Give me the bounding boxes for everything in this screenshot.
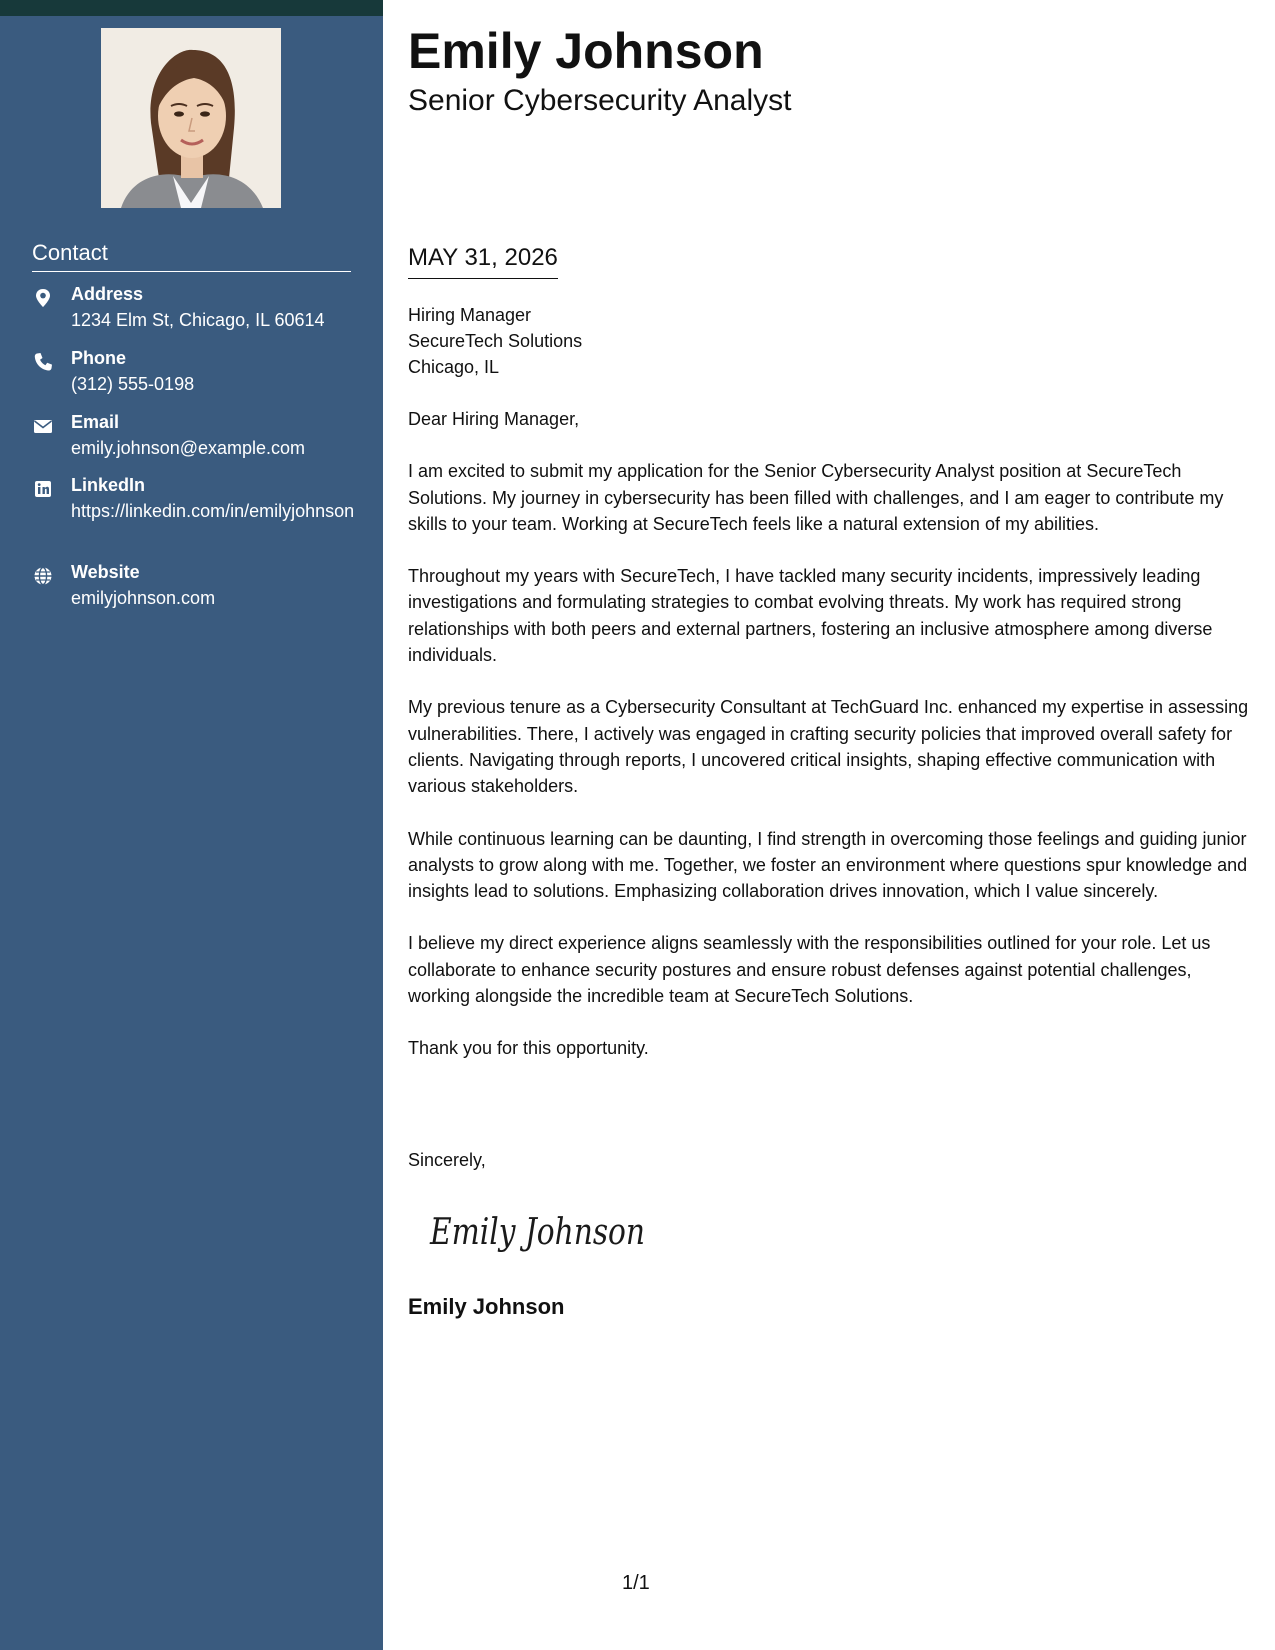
recipient-location: Chicago, IL — [408, 357, 500, 377]
website-value[interactable]: emilyjohnson.com — [71, 588, 216, 608]
envelope-icon — [32, 415, 54, 437]
recipient-block — [408, 302, 582, 380]
linkedin-label: LinkedIn — [71, 475, 146, 495]
linkedin-icon — [32, 478, 54, 500]
closing: Sincerely, — [408, 1150, 486, 1170]
phone-label: Phone — [71, 348, 127, 368]
applicant-name: Emily Johnson — [408, 23, 764, 79]
contact-heading: Contact — [32, 240, 351, 272]
recipient-company: SecureTech Solutions — [408, 331, 583, 351]
paragraph-4: While continuous learning can be daunting, I find strength in overcoming those feelings and guiding junior analysts to grow along with me. Together, we foster an environment where questions spur knowledge and insights lead to solutions. Emphasizing collaboration drives innovation, which I value sincerely. — [408, 828, 1248, 902]
paragraph-5: I believe my direct experience aligns seamlessly with the responsibilities outlined for your role. Let us collaborate to enhance security postures and ensure robust defenses against potential challenges, working alongside the incredible team at SecureTech Solutions. — [408, 933, 1211, 1007]
signer-name: Emily Johnson — [408, 1294, 565, 1319]
paragraph-1: I am excited to submit my application for the Senior Cybersecurity Analyst position at SecureTech Solutions. My journey in cybersecurity has been filled with challenges, and I am eager to contribute my skills to your team. Working at SecureTech feels like a natural extension of my abilities. — [408, 461, 1224, 534]
letter-body — [408, 406, 1253, 1088]
phone-icon — [32, 351, 54, 373]
paragraph-thanks: Thank you for this opportunity. — [408, 1038, 649, 1059]
svg-text:Emily Johnson: Emily Johnson — [429, 1212, 645, 1253]
linkedin-value[interactable]: https://linkedin.com/in/emilyjohnson — [71, 501, 355, 521]
letter-date: MAY 31, 2026 — [408, 244, 558, 279]
email-value[interactable]: emily.johnson@example.com — [71, 438, 306, 458]
website-label: Website — [71, 562, 140, 582]
phone-value[interactable]: (312) 555-0198 — [71, 374, 195, 394]
email-label: Email — [71, 412, 120, 432]
page-indicator: 1/1 — [622, 1572, 650, 1594]
paragraph-2: Throughout my years with SecureTech, I have tackled many security incidents, impressively leading investigations and formulating strategies to combat evolving threats. My work has required strong relationships with both peers and external partners, fostering an inclusive atmosphere among diverse individuals. — [408, 566, 1213, 666]
applicant-role: Senior Cybersecurity Analyst — [408, 84, 792, 117]
address-label: Address — [71, 284, 144, 304]
address-value: 1234 Elm St, Chicago, IL 60614 — [71, 310, 325, 330]
globe-icon — [32, 565, 54, 587]
recipient-title: Hiring Manager — [408, 305, 532, 325]
sidebar-top-bar — [0, 0, 383, 16]
salutation: Dear Hiring Manager, — [408, 409, 580, 429]
handwritten-signature — [424, 1200, 654, 1260]
sidebar — [0, 0, 383, 1650]
location-pin-icon — [32, 287, 54, 309]
profile-photo — [101, 28, 281, 208]
paragraph-3: My previous tenure as a Cybersecurity Consultant at TechGuard Inc. enhanced my expertise in assessing vulnerabilities. There, I actively was engaged in crafting security policies that improved overall safety for clients. Navigating through reports, I uncovered critical insights, shaping effective communication with various stakeholders. — [408, 697, 1249, 797]
